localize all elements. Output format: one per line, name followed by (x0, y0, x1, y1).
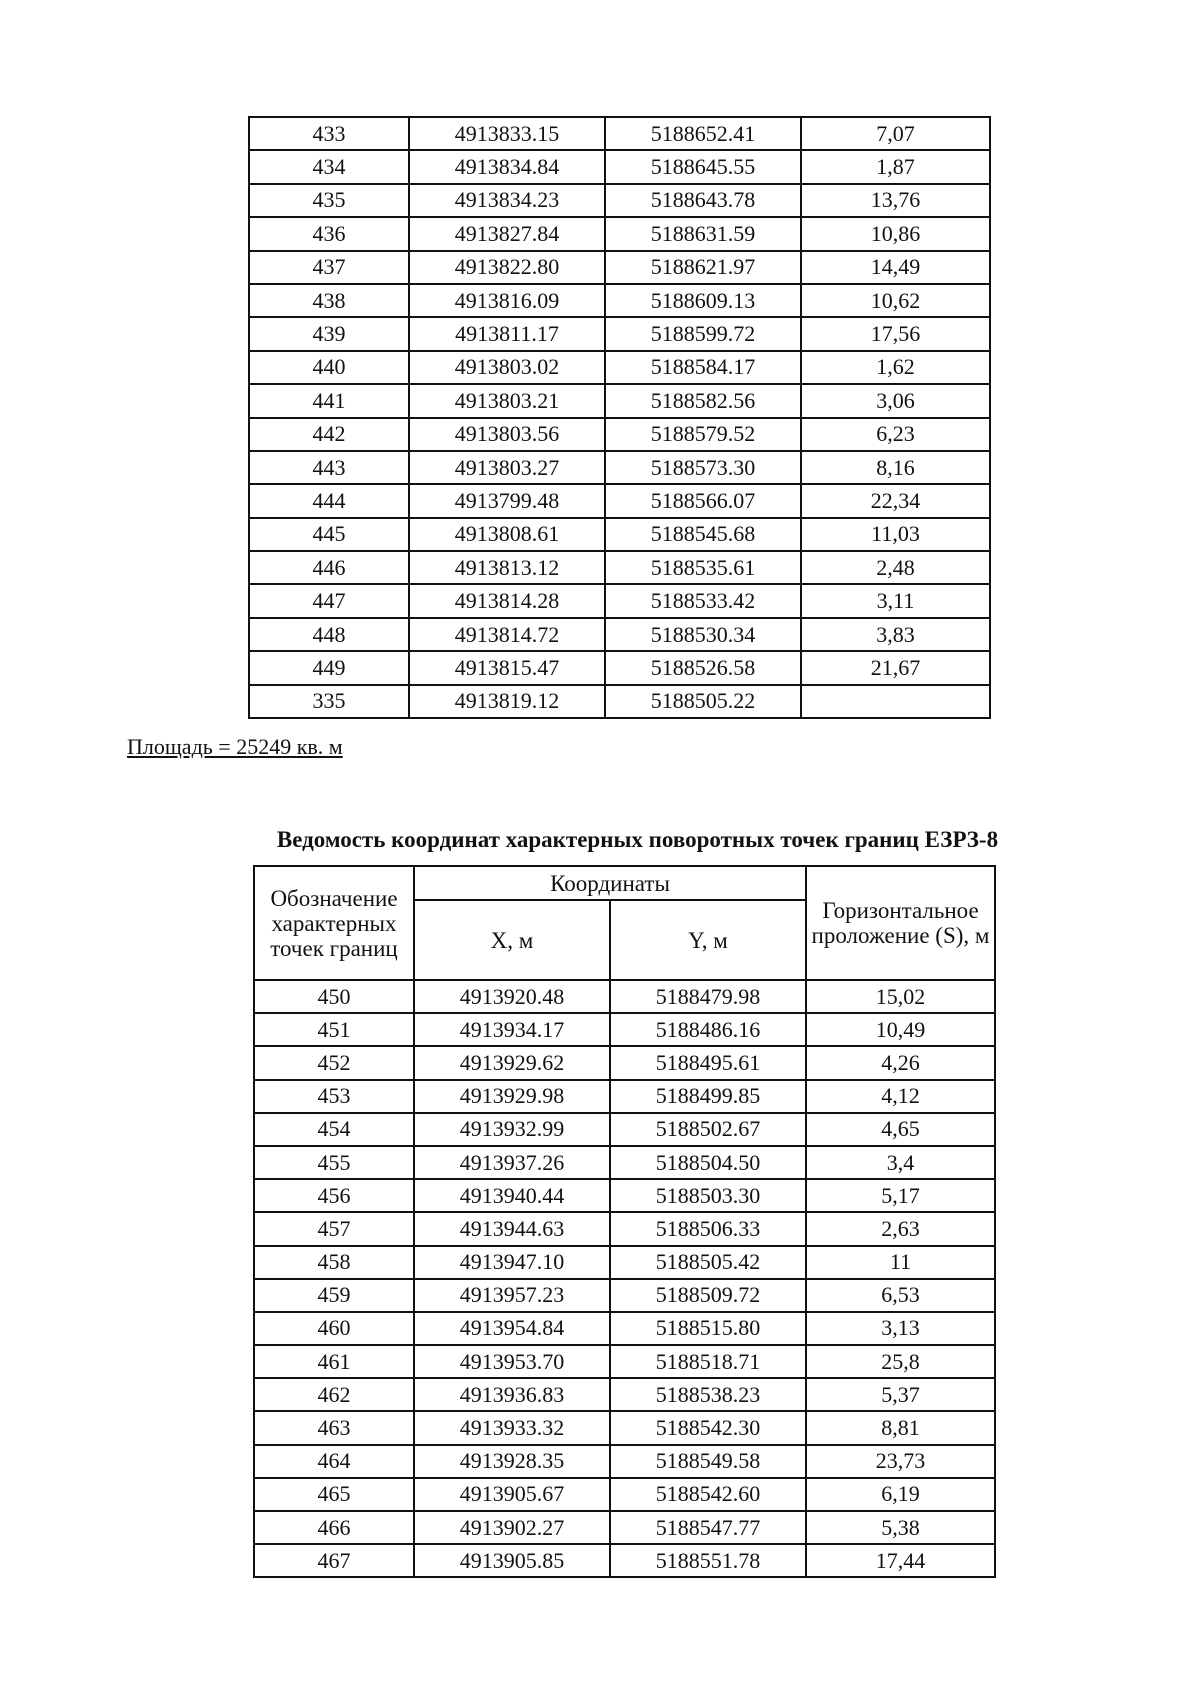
point-cell: 467 (254, 1544, 414, 1577)
distance-cell: 1,62 (801, 351, 990, 384)
point-cell: 435 (249, 184, 409, 217)
table-row (249, 451, 990, 484)
point-cell: 437 (249, 251, 409, 284)
x-cell: 4913816.09 (409, 284, 605, 317)
distance-cell: 14,49 (801, 251, 990, 284)
distance-cell: 3,13 (806, 1312, 995, 1345)
y-cell: 5188533.42 (605, 584, 801, 617)
table-row (249, 418, 990, 451)
section-title: Ведомость координат характерных поворотных точек границ ЕЗРЗ-8 (276, 827, 999, 852)
distance-cell: 25,8 (806, 1345, 995, 1378)
table-row (249, 317, 990, 350)
point-cell: 458 (254, 1246, 414, 1279)
table-row (249, 551, 990, 584)
y-cell: 5188486.16 (610, 1013, 806, 1046)
table-row (254, 1279, 995, 1312)
x-cell: 4913953.70 (414, 1345, 610, 1378)
table-row (254, 1212, 995, 1245)
table-row (249, 251, 990, 284)
distance-cell: 6,23 (801, 418, 990, 451)
distance-cell: 8,81 (806, 1411, 995, 1444)
y-cell: 5188515.80 (610, 1312, 806, 1345)
x-cell: 4913954.84 (414, 1312, 610, 1345)
x-cell: 4913937.26 (414, 1146, 610, 1179)
point-cell: 433 (249, 117, 409, 150)
table-row (249, 685, 990, 718)
x-cell: 4913803.21 (409, 384, 605, 417)
distance-cell: 4,26 (806, 1046, 995, 1079)
table-row (249, 284, 990, 317)
point-cell: 443 (249, 451, 409, 484)
x-cell: 4913822.80 (409, 251, 605, 284)
table-row (249, 117, 990, 150)
y-cell: 5188545.68 (605, 518, 801, 551)
distance-cell: 17,44 (806, 1544, 995, 1577)
point-cell: 448 (249, 618, 409, 651)
point-cell: 464 (254, 1445, 414, 1478)
distance-cell: 5,37 (806, 1378, 995, 1411)
x-cell: 4913834.84 (409, 150, 605, 183)
y-cell: 5188645.55 (605, 150, 801, 183)
point-cell: 447 (249, 584, 409, 617)
y-cell: 5188621.97 (605, 251, 801, 284)
x-cell: 4913827.84 (409, 217, 605, 250)
point-cell: 441 (249, 384, 409, 417)
point-cell: 436 (249, 217, 409, 250)
distance-cell (801, 685, 990, 718)
point-cell: 434 (249, 150, 409, 183)
table-header (254, 866, 995, 980)
y-cell: 5188547.77 (610, 1511, 806, 1544)
table-row (254, 980, 995, 1013)
point-cell: 456 (254, 1179, 414, 1212)
y-cell: 5188566.07 (605, 484, 801, 517)
y-cell: 5188538.23 (610, 1378, 806, 1411)
x-cell: 4913944.63 (414, 1212, 610, 1245)
coordinates-table-continued (248, 116, 991, 719)
y-cell: 5188584.17 (605, 351, 801, 384)
point-cell: 445 (249, 518, 409, 551)
distance-cell: 6,19 (806, 1478, 995, 1511)
distance-cell: 3,83 (801, 618, 990, 651)
y-cell: 5188542.30 (610, 1411, 806, 1444)
distance-cell: 7,07 (801, 117, 990, 150)
x-cell: 4913957.23 (414, 1279, 610, 1312)
distance-cell: 2,63 (806, 1212, 995, 1245)
y-cell: 5188518.71 (610, 1345, 806, 1378)
x-cell: 4913819.12 (409, 685, 605, 718)
distance-cell: 3,4 (806, 1146, 995, 1179)
x-cell: 4913936.83 (414, 1378, 610, 1411)
y-cell: 5188549.58 (610, 1445, 806, 1478)
point-cell: 439 (249, 317, 409, 350)
point-cell: 459 (254, 1279, 414, 1312)
distance-cell: 10,49 (806, 1013, 995, 1046)
point-cell: 444 (249, 484, 409, 517)
distance-cell: 6,53 (806, 1279, 995, 1312)
table-row (254, 1246, 995, 1279)
y-cell: 5188582.56 (605, 384, 801, 417)
x-cell: 4913813.12 (409, 551, 605, 584)
x-cell: 4913833.15 (409, 117, 605, 150)
y-cell: 5188503.30 (610, 1179, 806, 1212)
y-cell: 5188504.50 (610, 1146, 806, 1179)
point-cell: 455 (254, 1146, 414, 1179)
table-row (254, 1345, 995, 1378)
point-cell: 457 (254, 1212, 414, 1245)
distance-cell: 8,16 (801, 451, 990, 484)
table-row (249, 351, 990, 384)
header-horizontal-distance: Горизонтальное проложение (S), м (806, 866, 995, 980)
point-cell: 449 (249, 651, 409, 684)
x-cell: 4913905.67 (414, 1478, 610, 1511)
distance-cell: 22,34 (801, 484, 990, 517)
table-row (254, 1179, 995, 1212)
y-cell: 5188495.61 (610, 1046, 806, 1079)
x-cell: 4913803.27 (409, 451, 605, 484)
point-cell: 465 (254, 1478, 414, 1511)
x-cell: 4913933.32 (414, 1411, 610, 1444)
distance-cell: 10,86 (801, 217, 990, 250)
point-cell: 461 (254, 1345, 414, 1378)
table-row (254, 1146, 995, 1179)
table-row (249, 217, 990, 250)
y-cell: 5188631.59 (605, 217, 801, 250)
table-row (249, 518, 990, 551)
distance-cell: 11 (806, 1246, 995, 1279)
x-cell: 4913929.98 (414, 1080, 610, 1113)
distance-cell: 11,03 (801, 518, 990, 551)
table-body (249, 117, 990, 718)
y-cell: 5188609.13 (605, 284, 801, 317)
point-cell: 440 (249, 351, 409, 384)
x-cell: 4913929.62 (414, 1046, 610, 1079)
distance-cell: 5,17 (806, 1179, 995, 1212)
distance-cell: 17,56 (801, 317, 990, 350)
table-row (254, 1312, 995, 1345)
table-row (254, 1080, 995, 1113)
y-cell: 5188499.85 (610, 1080, 806, 1113)
x-cell: 4913811.17 (409, 317, 605, 350)
x-cell: 4913814.72 (409, 618, 605, 651)
point-cell: 438 (249, 284, 409, 317)
y-cell: 5188535.61 (605, 551, 801, 584)
x-cell: 4913808.61 (409, 518, 605, 551)
table-row (254, 1046, 995, 1079)
table-row (254, 1544, 995, 1577)
distance-cell: 15,02 (806, 980, 995, 1013)
point-cell: 442 (249, 418, 409, 451)
table-body (254, 980, 995, 1577)
coordinates-table (253, 865, 996, 1578)
point-cell: 335 (249, 685, 409, 718)
table-row (249, 384, 990, 417)
table-row (249, 618, 990, 651)
x-cell: 4913905.85 (414, 1544, 610, 1577)
point-cell: 452 (254, 1046, 414, 1079)
x-cell: 4913928.35 (414, 1445, 610, 1478)
y-cell: 5188506.33 (610, 1212, 806, 1245)
y-cell: 5188579.52 (605, 418, 801, 451)
y-cell: 5188573.30 (605, 451, 801, 484)
distance-cell: 4,65 (806, 1113, 995, 1146)
distance-cell: 3,06 (801, 384, 990, 417)
table-row (254, 1113, 995, 1146)
x-cell: 4913947.10 (414, 1246, 610, 1279)
y-cell: 5188643.78 (605, 184, 801, 217)
table-row (249, 584, 990, 617)
distance-cell: 13,76 (801, 184, 990, 217)
table-row (249, 184, 990, 217)
y-cell: 5188652.41 (605, 117, 801, 150)
table-row (254, 1378, 995, 1411)
x-cell: 4913934.17 (414, 1013, 610, 1046)
table-row (254, 1411, 995, 1444)
table-row (249, 651, 990, 684)
distance-cell: 4,12 (806, 1080, 995, 1113)
header-y: Y, м (610, 900, 806, 980)
y-cell: 5188526.58 (605, 651, 801, 684)
y-cell: 5188479.98 (610, 980, 806, 1013)
table-row (249, 150, 990, 183)
distance-cell: 21,67 (801, 651, 990, 684)
distance-cell: 5,38 (806, 1511, 995, 1544)
x-cell: 4913902.27 (414, 1511, 610, 1544)
point-cell: 446 (249, 551, 409, 584)
table-row (249, 484, 990, 517)
y-cell: 5188530.34 (605, 618, 801, 651)
distance-cell: 2,48 (801, 551, 990, 584)
distance-cell: 3,11 (801, 584, 990, 617)
distance-cell: 1,87 (801, 150, 990, 183)
table-row (254, 1511, 995, 1544)
table-row (254, 1445, 995, 1478)
x-cell: 4913803.02 (409, 351, 605, 384)
table-row (254, 1013, 995, 1046)
point-cell: 451 (254, 1013, 414, 1046)
y-cell: 5188502.67 (610, 1113, 806, 1146)
x-cell: 4913940.44 (414, 1179, 610, 1212)
point-cell: 450 (254, 980, 414, 1013)
point-cell: 460 (254, 1312, 414, 1345)
x-cell: 4913815.47 (409, 651, 605, 684)
x-cell: 4913814.28 (409, 584, 605, 617)
header-designation: Обозначение характерных точек границ (254, 866, 414, 980)
y-cell: 5188599.72 (605, 317, 801, 350)
table-row (254, 1478, 995, 1511)
y-cell: 5188505.42 (610, 1246, 806, 1279)
x-cell: 4913803.56 (409, 418, 605, 451)
x-cell: 4913932.99 (414, 1113, 610, 1146)
x-cell: 4913834.23 (409, 184, 605, 217)
y-cell: 5188505.22 (605, 685, 801, 718)
y-cell: 5188542.60 (610, 1478, 806, 1511)
x-cell: 4913920.48 (414, 980, 610, 1013)
point-cell: 454 (254, 1113, 414, 1146)
header-x: X, м (414, 900, 610, 980)
point-cell: 462 (254, 1378, 414, 1411)
header-coordinates: Координаты (414, 866, 806, 900)
x-cell: 4913799.48 (409, 484, 605, 517)
area-summary: Площадь = 25249 кв. м (127, 734, 343, 759)
point-cell: 463 (254, 1411, 414, 1444)
y-cell: 5188551.78 (610, 1544, 806, 1577)
point-cell: 466 (254, 1511, 414, 1544)
distance-cell: 10,62 (801, 284, 990, 317)
y-cell: 5188509.72 (610, 1279, 806, 1312)
distance-cell: 23,73 (806, 1445, 995, 1478)
point-cell: 453 (254, 1080, 414, 1113)
